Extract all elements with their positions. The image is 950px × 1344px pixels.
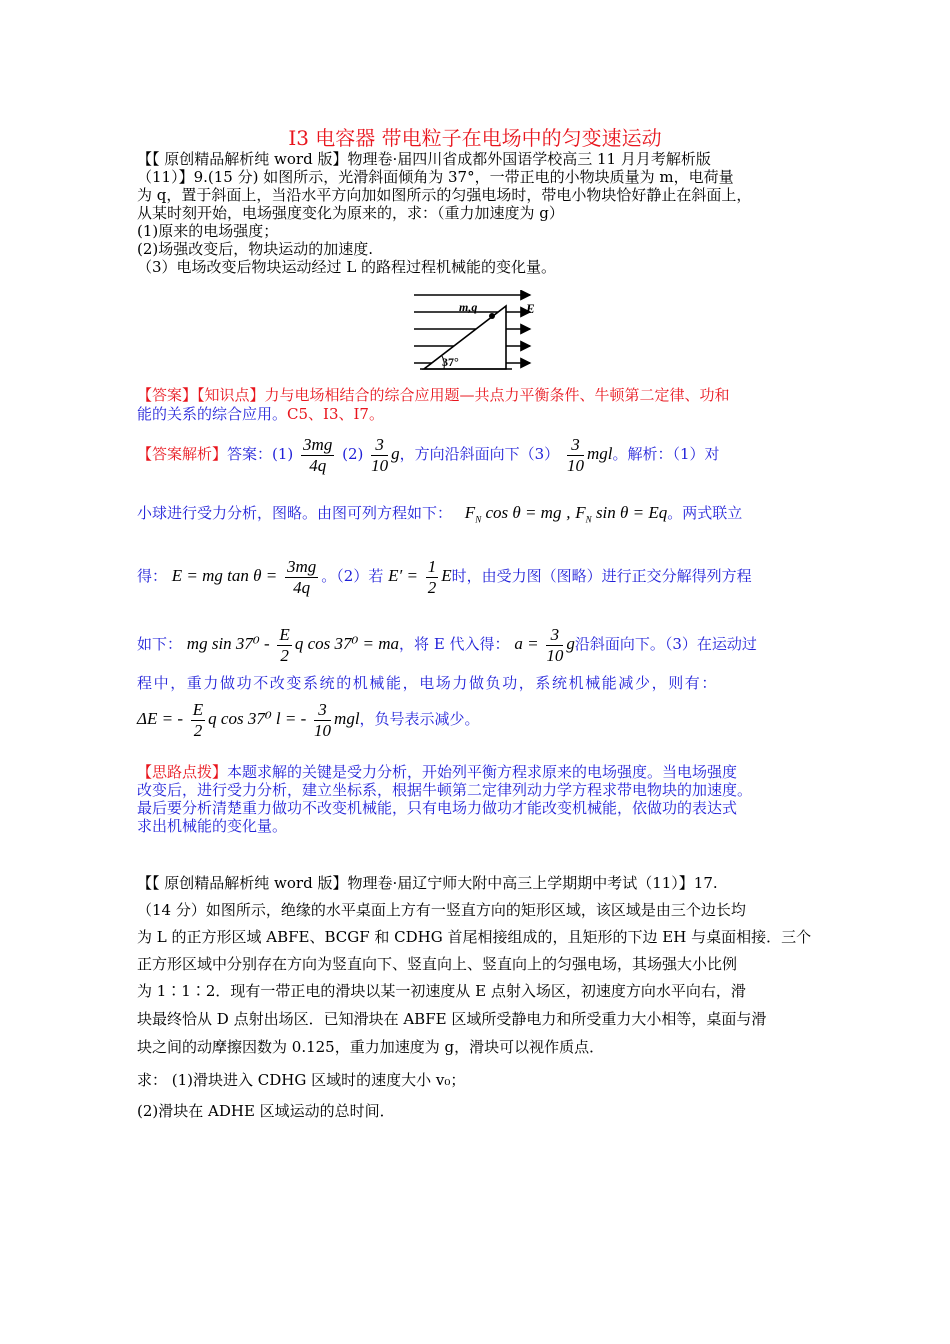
problem1-line-7: （3）电场改变后物块运动经过 L 的路程过程机械能的变化量。 (137, 258, 557, 276)
analysis-start: 。解析：（1）对 (612, 445, 720, 463)
equation-2: $F_N$ sin θ = Eq (575, 503, 668, 525)
problem1-line-6: (2)场强改变后，物块运动的加速度. (137, 240, 374, 258)
problem2-line-3: 为 L 的正方形区域 ABFE、BCGF 和 CDHG 首尾相接组成的，且矩形的下边 EH 与桌面相接．三个 (137, 928, 812, 946)
answer2-label: (2) (342, 445, 364, 463)
analysis-tag: 【答案解析】 (137, 445, 228, 463)
answer-prefix: 答案：(1) (227, 445, 294, 463)
tips-line-2: 改变后，进行受力分析，建立坐标系，根据牛顿第二定律列动力学方程求带电物块的加速度。 (137, 781, 753, 799)
problem2-line-5: 为 1∶1∶2．现有一带正电的滑块以某一初速度从 E 点射入场区，初速度方向水平向右，滑 (137, 982, 746, 1000)
problem1-line-4: 从某时刻开始，电场强度变化为原来的，求：（重力加速度为 g） (137, 204, 564, 222)
answer3-label: ，方向沿斜面向下（3） (399, 445, 560, 463)
angle-label: 37° (442, 355, 459, 369)
field-label: E (526, 301, 535, 316)
answer-line-2 (137, 405, 384, 423)
equation-1: $F_N$ cos θ = mg (464, 503, 562, 525)
mq-label: m,q (459, 300, 478, 314)
analysis-line-6: ΔE = - $\frac{E}{2}$ q cos 37⁰ l = - $\frac{3}{10}$ mgl，负号表示减少。 (137, 699, 480, 740)
equation-E: E = mg tan θ = (171, 566, 278, 585)
incline-field-figure (412, 290, 550, 372)
answer1-fraction: $\frac{3mg}{4q}$ (303, 434, 333, 475)
knowledge-codes: C5、I3、I7。 (287, 405, 384, 423)
problem2-line-4: 正方形区域中分别存在方向为竖直向下、竖直向上、竖直向上的匀强电场，其场强大小比例 (137, 955, 738, 973)
tips-line-3: 最后要分析清楚重力做功不改变机械能，只有电场力做功才能改变机械能，依做功的表达式 (137, 799, 738, 817)
problem1-line-3: 为 q，置于斜面上，当沿水平方向加如图所示的匀强电场时，带电小物块恰好静止在斜面上， (137, 186, 752, 204)
analysis-line-3: 得： E = mg tan θ = $\frac{3mg}{4q}$ 。（2）若 E′ = $\frac{1}{2}$ E时，由受力图（图略）进行正交分解得列方程 (137, 556, 752, 597)
answer2-fraction: $\frac{3}{10}$ (371, 434, 389, 475)
answer3-fraction: $\frac{3}{10}$ (566, 434, 584, 475)
knowledge-text: 力与电场相结合的综合应用题—共点力平衡条件、牛顿第二定律、功和 (264, 386, 730, 404)
problem2-line-1: 【【 原创精品解析纯 word 版】物理卷·届辽宁师大附中高三上学期期中考试（11）】17. (137, 874, 718, 892)
problem1-line-2: （11）】9.(15 分) 如图所示，光滑斜面倾角为 37°，一带正电的小物块质量为 m，电荷量 (137, 168, 734, 186)
tips-line-4: 求出机械能的变化量。 (137, 817, 288, 835)
problem2-line-2: （14 分）如图所示，绝缘的水平桌面上方有一竖直方向的矩形区域，该区域是由三个边长均 (137, 901, 746, 919)
problem2-line-6: 块最终恰从 D 点射出场区．已知滑块在 ABFE 区域所受静电力和所受重力大小相等，桌面与滑 (137, 1010, 767, 1028)
analysis-line-1: 【答案解析】答案：(1) $\frac{3mg}{4q}$ (2) $\frac{3}{10}$ g，方向沿斜面向下（3） $\frac{3}{10}$ mgl。解析：（1）对 (137, 434, 720, 475)
tips-line-1: 【思路点拨】本题求解的关键是受力分析，开始列平衡方程求原来的电场强度。当电场强度 (137, 763, 738, 781)
problem1-line-5: (1)原来的电场强度； (137, 222, 279, 240)
knowledge-text-2: 能的关系的综合应用。 (137, 405, 288, 423)
charged-block (489, 313, 495, 319)
analysis-line-5: 程中，重力做功不改变系统的机械能，电场力做负功，系统机械能减少，则有： (137, 674, 719, 692)
analysis-line-4: 如下： mg sin 37⁰ - $\frac{E}{2}$ q cos 37⁰ = ma，将 E 代入得： a = $\frac{3}{10}$ g沿斜面向下。（3）在运动过 (137, 624, 757, 665)
problem2-line-7: 块之间的动摩擦因数为 0.125，重力加速度为 g，滑块可以视作质点． (137, 1038, 605, 1056)
answer-line-1 (137, 386, 730, 404)
section-title: I3 电容器 带电粒子在电场中的匀变速运动 (288, 126, 662, 150)
answer-tag: 【答案】【知识点】 (137, 386, 265, 404)
problem1-line-1: 【【 原创精品解析纯 word 版】物理卷·届四川省成都外国语学校高三 11 月月考解析版 (137, 150, 711, 168)
analysis-line-2: 小球进行受力分析，图略。由图可列方程如下： $F_N$ cos θ = mg , $F_N$ sin θ = Eq。两式联立 (137, 503, 743, 525)
problem2-question-2: (2)滑块在 ADHE 区域运动的总时间． (137, 1102, 395, 1120)
problem2-question-1: 求： (1)滑块进入 CDHG 区域时的速度大小 v₀； (137, 1071, 466, 1089)
